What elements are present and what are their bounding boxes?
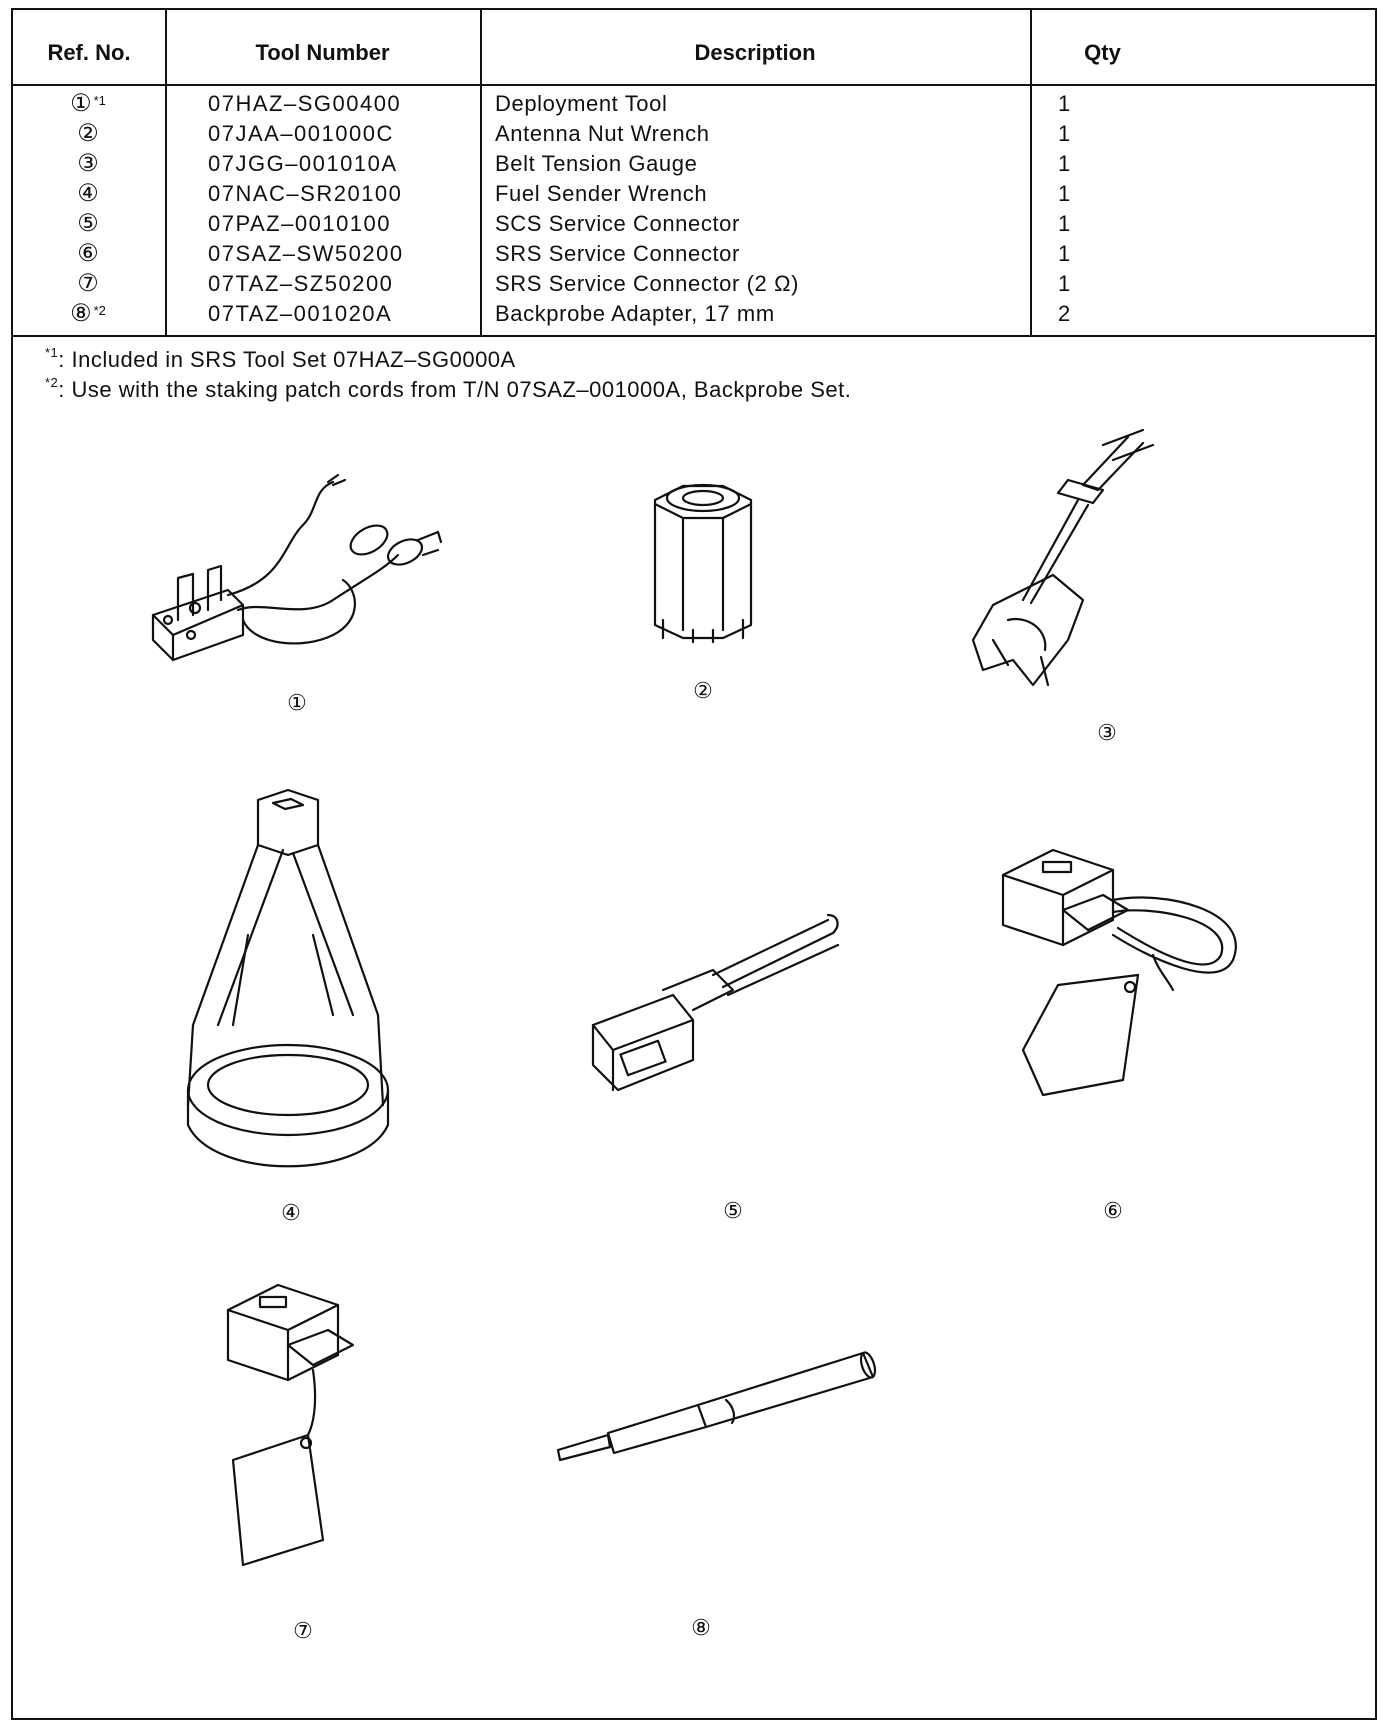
qty-cell: 1 [1058,271,1071,296]
footnote-1 [45,347,516,373]
illustration-label: ⑧ [691,1615,711,1640]
illustration-label: ② [693,678,713,703]
tool-number-cell: 07NAC–SR20100 [208,181,403,206]
tool-number-cell: 07JAA–001000C [208,121,394,146]
tool-number-cell: 07JGG–001010A [208,151,398,176]
srs-service-connector-icon [993,840,1253,1130]
footnote-text: : Use with the staking patch cords from T/N 07SAZ–001000A, Backprobe Set. [58,377,852,402]
ref-no-cell [13,299,163,329]
backprobe-adapter-icon [548,1335,888,1475]
footnote-mark: *2 [45,375,59,390]
description-cell: SRS Service Connector (2 Ω) [495,271,800,296]
ref-no: ① [70,90,92,117]
qty-cell: 1 [1058,91,1071,116]
srs-service-connector-2ohm-icon [213,1275,393,1575]
footnote-text: : Included in SRS Tool Set 07HAZ–SG0000A [58,347,516,372]
ref-no: ③ [77,150,99,177]
ref-no-cell [13,209,163,239]
tool-number-cell: 07SAZ–SW50200 [208,241,404,266]
qty-cell: 1 [1058,181,1071,206]
footnote-mark: *2 [93,303,106,318]
tool-number-cell: 07HAZ–SG00400 [208,91,402,116]
header-qty: Qty [1084,40,1121,65]
ref-no: ⑦ [77,270,99,297]
ref-no: ⑧ [70,300,92,327]
description-cell: SCS Service Connector [495,211,740,236]
description-cell: SRS Service Connector [495,241,740,266]
fuel-sender-wrench-icon [173,785,403,1185]
qty-cell: 1 [1058,241,1071,266]
header-tool-number: Tool Number [255,40,390,65]
illustration-label: ⑦ [293,1618,313,1643]
qty-cell: 2 [1058,301,1071,326]
ref-no-cell [13,239,163,269]
description-cell: Deployment Tool [495,91,668,116]
belt-tension-gauge-icon [953,425,1223,715]
special-tools-page [11,8,1377,1720]
antenna-nut-wrench-icon [643,480,763,650]
ref-no-cell [13,269,163,299]
footnote-mark: *1 [93,93,106,108]
ref-no: ⑤ [77,210,99,237]
qty-cell: 1 [1058,211,1071,236]
tool-number-cell: 07TAZ–SZ50200 [208,271,394,296]
qty-cell: 1 [1058,121,1071,146]
illustration-label: ④ [281,1200,301,1225]
illustration-label: ⑥ [1103,1198,1123,1223]
table-bottom-rule [13,335,1375,337]
qty-cell: 1 [1058,151,1071,176]
ref-no-cell [13,89,163,119]
deployment-tool-icon [133,470,453,680]
footnote-2 [45,377,851,403]
scs-service-connector-icon [583,895,843,1095]
footnote-mark: *1 [45,345,59,360]
description-cell: Belt Tension Gauge [495,151,698,176]
illustration-label: ① [287,690,307,715]
ref-no-cell [13,179,163,209]
illustration-label: ⑤ [723,1198,743,1223]
description-cell: Backprobe Adapter, 17 mm [495,301,775,326]
description-cell: Fuel Sender Wrench [495,181,708,206]
tool-number-cell: 07TAZ–001020A [208,301,393,326]
ref-no: ⑥ [77,240,99,267]
header-ref-no: Ref. No. [47,40,131,65]
header-rule [13,84,1375,86]
ref-no: ② [77,120,99,147]
description-cell: Antenna Nut Wrench [495,121,710,146]
ref-no: ④ [77,180,99,207]
ref-no-cell [13,149,163,179]
header-description: Description [694,40,816,65]
illustration-label: ③ [1097,720,1117,745]
ref-no-cell [13,119,163,149]
tool-number-cell: 07PAZ–0010100 [208,211,392,236]
